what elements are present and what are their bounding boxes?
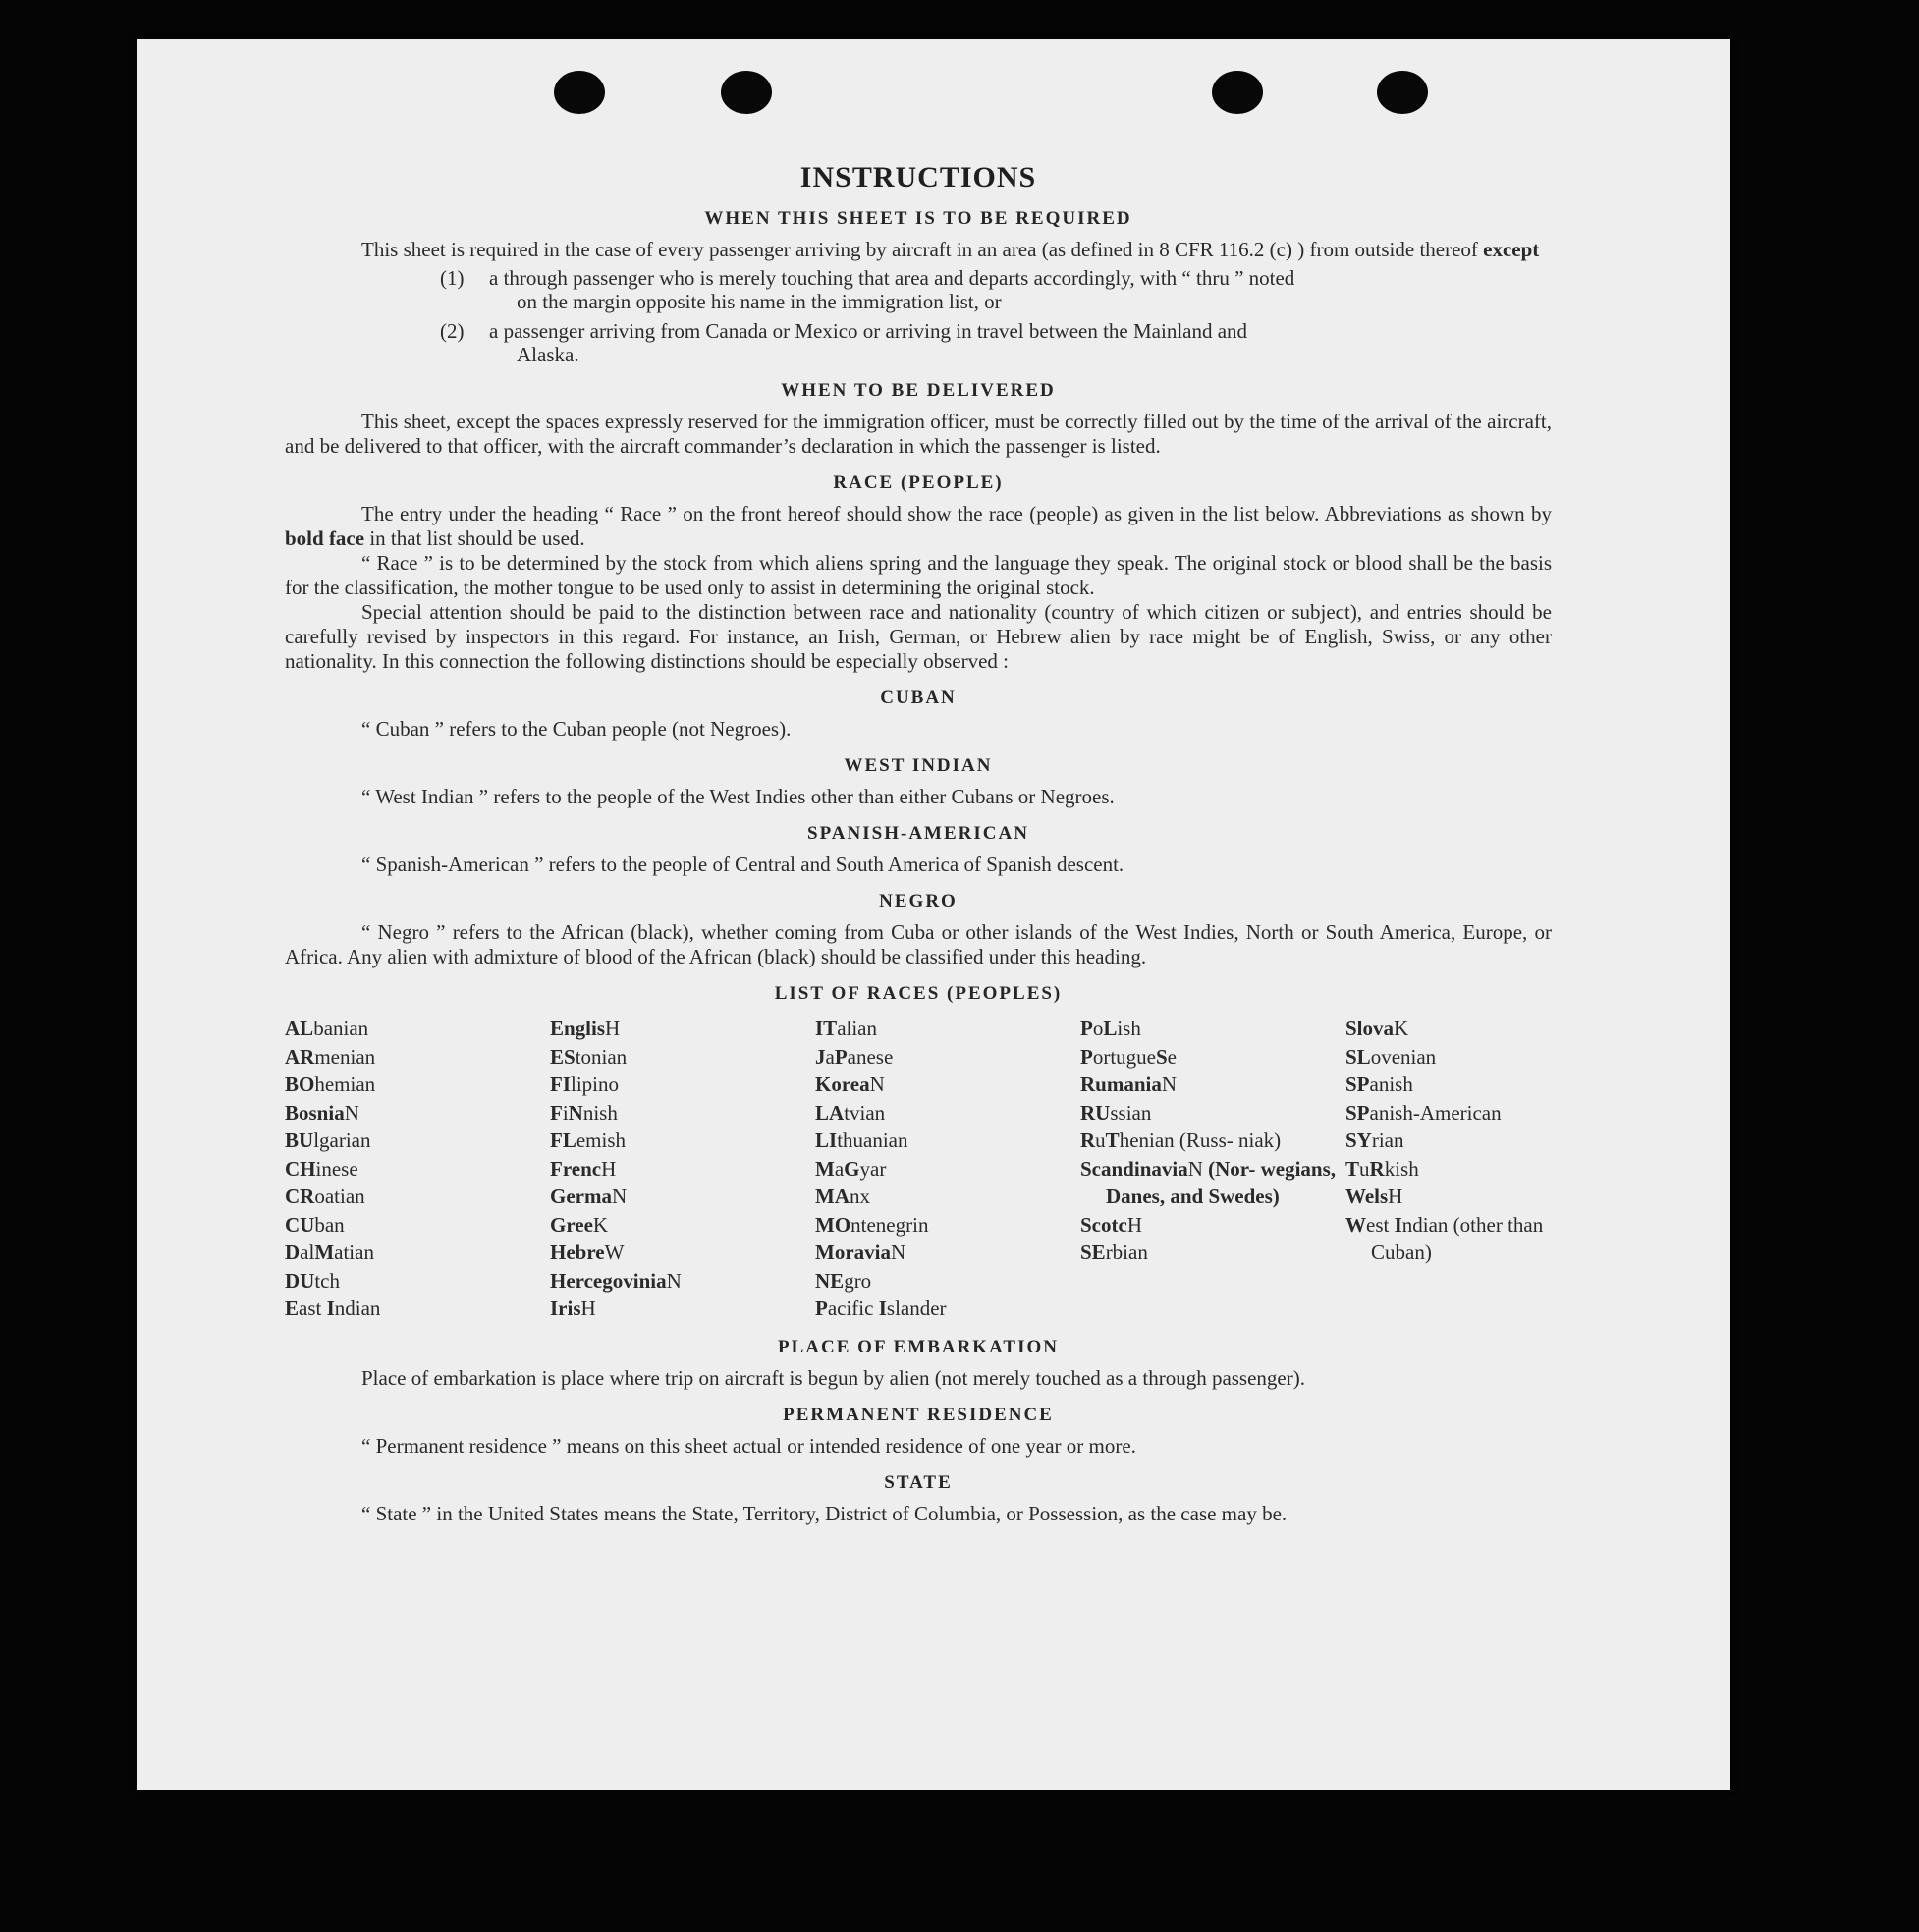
paragraph-embarkation: Place of embarkation is place where trip on aircraft is begun by alien (not merely touched as a through passenger). bbox=[361, 1365, 1305, 1390]
race-entry: RUssian bbox=[1080, 1100, 1152, 1125]
race-entry: SErbian bbox=[1080, 1241, 1148, 1264]
race-entry: TuRkish bbox=[1345, 1156, 1419, 1181]
punch-hole bbox=[1212, 71, 1263, 114]
race-entry: FLemish bbox=[550, 1129, 627, 1152]
race-entry: LIthuanian bbox=[815, 1129, 908, 1152]
paragraph-negro: “ Negro ” refers to the African (black), whether coming from Cuba or other islands of the West Indies, North or South America, Europe, or Africa. Any alien with admixture of blood of the African (black) should be classified under this heading. bbox=[285, 920, 1552, 968]
race-entry: SPanish bbox=[1345, 1073, 1413, 1096]
race-entry: MoraviaN bbox=[815, 1241, 906, 1264]
document-page bbox=[137, 39, 1730, 1790]
race-entry: HebreW bbox=[550, 1241, 625, 1264]
section-heading-race: RACE (PEOPLE) bbox=[833, 472, 1004, 493]
race-entry: CUban bbox=[285, 1212, 345, 1237]
race-entry: MaGyar bbox=[815, 1156, 887, 1181]
race-entry: SLovenian bbox=[1345, 1044, 1437, 1069]
race-entry: FrencH bbox=[550, 1156, 617, 1181]
race-entry: KoreaN bbox=[815, 1073, 885, 1096]
race-entry: DUtch bbox=[285, 1268, 340, 1293]
race-entry: HercegoviniaN bbox=[550, 1268, 682, 1293]
exception-item-2: (2) a passenger arriving from Canada or Mexico or arriving in travel between the Mainland and Alaska. bbox=[440, 319, 1248, 366]
race-entry: EnglisH bbox=[550, 1017, 621, 1040]
paragraph-state: “ State ” in the United States means the State, Territory, District of Columbia, or Possession, as the case may be. bbox=[361, 1501, 1288, 1525]
paragraph-west-indian: “ West Indian ” refers to the people of the West Indies other than either Cubans or Negroes. bbox=[361, 785, 1115, 808]
race-entry: West Indian (other than Cuban) bbox=[1345, 1212, 1544, 1264]
race-entry: ALbanian bbox=[285, 1017, 369, 1040]
race-entry: LAtvian bbox=[815, 1100, 886, 1125]
punch-hole bbox=[1377, 71, 1428, 114]
race-entry: BUlgarian bbox=[285, 1129, 371, 1152]
race-entry: PoLish bbox=[1080, 1017, 1141, 1040]
race-entry: East Indian bbox=[285, 1297, 381, 1320]
section-heading-negro: NEGRO bbox=[879, 891, 958, 911]
race-entry: SlovaK bbox=[1345, 1017, 1409, 1040]
punch-hole bbox=[721, 71, 772, 114]
race-entry: ScotcH bbox=[1080, 1212, 1142, 1237]
race-entry: CRoatian bbox=[285, 1185, 365, 1208]
section-heading-when-delivered: WHEN TO BE DELIVERED bbox=[781, 380, 1056, 401]
race-list-column bbox=[1345, 1015, 1552, 1323]
race-entry: SYrian bbox=[1345, 1129, 1404, 1152]
paragraph-residence: “ Permanent residence ” means on this sheet actual or intended residence of one year or more. bbox=[361, 1433, 1136, 1458]
race-entry: ARmenian bbox=[285, 1044, 376, 1069]
race-entry: PortugueSe bbox=[1080, 1044, 1177, 1069]
paragraph-cuban: “ Cuban ” refers to the Cuban people (not Negroes). bbox=[361, 717, 792, 741]
exception-item-1: (1) a through passenger who is merely touching that area and departs accordingly, with “ thru ” noted on the margin opposite his name in the immigration list, or bbox=[440, 266, 1295, 313]
race-entry: JaPanese bbox=[815, 1044, 894, 1069]
section-heading-when-required: WHEN THIS SHEET IS TO BE REQUIRED bbox=[704, 208, 1132, 229]
race-entry: IrisH bbox=[550, 1297, 596, 1320]
race-list-column bbox=[285, 1015, 550, 1323]
paragraph-spanish-american: “ Spanish-American ” refers to the people of Central and South America of Spanish descent. bbox=[361, 853, 1124, 876]
race-entry: RumaniaN bbox=[1080, 1073, 1178, 1096]
section-heading-west-indian: WEST INDIAN bbox=[844, 755, 993, 776]
race-entry: Pacific Islander bbox=[815, 1297, 947, 1320]
race-list bbox=[285, 1015, 1552, 1323]
race-entry: GreeK bbox=[550, 1212, 609, 1237]
paragraph-race-3: Special attention should be paid to the distinction between race and nationality (country of which citizen or subject), and entries should be carefully revised by inspectors in this regard. For instance, an Irish, German, or Hebrew alien by race might be of English, Swiss, or any other nationality. In this connection the following distinctions should be especially observed : bbox=[285, 600, 1552, 673]
race-list-column bbox=[550, 1015, 815, 1323]
race-entry: ScandinaviaN (Nor- wegians, Danes, and Swedes) bbox=[1080, 1156, 1337, 1208]
section-heading-residence: PERMANENT RESIDENCE bbox=[783, 1404, 1054, 1425]
race-entry: GermaN bbox=[550, 1185, 628, 1208]
race-list-column bbox=[815, 1015, 1080, 1323]
paragraph-when-required: This sheet is required in the case of every passenger arriving by aircraft in an area (as defined in 8 CFR 116.2 (c) ) from outside thereof except bbox=[361, 238, 1540, 261]
paragraph-race-1: The entry under the heading “ Race ” on the front hereof should show the race (people) as given in the list below. Abbreviations as shown by bold face in that list should be used. bbox=[285, 502, 1552, 550]
punch-hole bbox=[554, 71, 605, 114]
race-entry: FiNnish bbox=[550, 1100, 618, 1125]
race-list-column bbox=[1080, 1015, 1345, 1323]
race-entry: SPanish-American bbox=[1345, 1100, 1502, 1125]
section-heading-embarkation: PLACE OF EMBARKATION bbox=[778, 1336, 1059, 1357]
race-entry: MAnx bbox=[815, 1185, 870, 1208]
section-heading-list-of-races: LIST OF RACES (PEOPLES) bbox=[774, 983, 1063, 1004]
race-entry: EStonian bbox=[550, 1044, 628, 1069]
race-entry: DalMatian bbox=[285, 1241, 374, 1264]
section-heading-cuban: CUBAN bbox=[880, 688, 957, 708]
race-entry: BosniaN bbox=[285, 1100, 359, 1125]
paragraph-race-2: “ Race ” is to be determined by the stock from which aliens spring and the language they speak. The original stock or blood shall be the basis for the classification, the mother tongue to be used only to assist in determining the original stock. bbox=[285, 551, 1552, 599]
race-entry: MOntenegrin bbox=[815, 1212, 929, 1237]
page-title: INSTRUCTIONS bbox=[799, 161, 1037, 193]
section-heading-spanish-american: SPANISH-AMERICAN bbox=[807, 823, 1029, 844]
section-heading-state: STATE bbox=[884, 1471, 953, 1493]
race-entry: NEgro bbox=[815, 1268, 872, 1293]
race-entry: BOhemian bbox=[285, 1073, 376, 1096]
document-body bbox=[285, 161, 1552, 1526]
race-entry: ITalian bbox=[815, 1017, 877, 1040]
race-entry: WelsH bbox=[1345, 1185, 1403, 1208]
race-entry: RuThenian (Russ- niak) bbox=[1080, 1129, 1282, 1152]
race-entry: CHinese bbox=[285, 1156, 358, 1181]
paragraph-when-delivered: This sheet, except the spaces expressly reserved for the immigration officer, must be correctly filled out by the time of the arrival of the aircraft, and be delivered to that officer, with the aircraft commander’s declaration in which the passenger is listed. bbox=[285, 410, 1552, 458]
race-entry: FIlipino bbox=[550, 1073, 620, 1096]
